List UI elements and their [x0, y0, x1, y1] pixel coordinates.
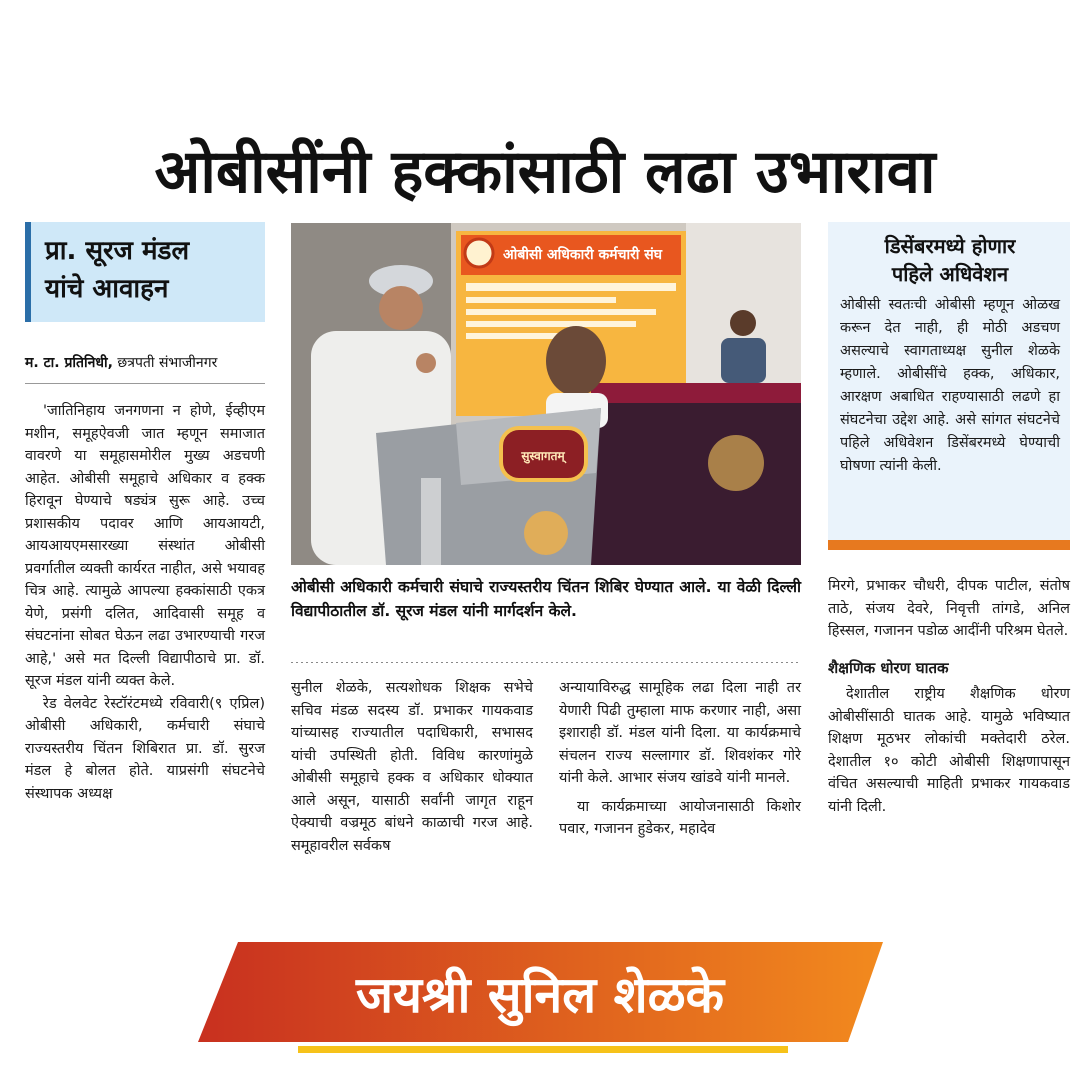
subhead-line-2: यांचे आवाहन [45, 274, 169, 304]
byline-reporter: म. टा. प्रतिनिधी, [25, 355, 113, 371]
sidebar-title-line-2: पहिले अधिवेशन [891, 262, 1009, 286]
subhead-box [25, 222, 265, 322]
article-column-3 [559, 677, 801, 841]
byline-city: छत्रपती संभाजीनगर [117, 355, 218, 371]
headline: ओबीसींनी हक्कांसाठी लढा उभारावा [154, 137, 936, 207]
banner-underline [298, 1046, 788, 1053]
sidebar-box [828, 222, 1070, 550]
column-4-continuation: मिरगे, प्रभाकर चौधरी, दीपक पाटील, संतोष ताठे, संजय देवरे, निवृत्ती तांगडे, अनिल हिस्सल, गजानन पडोळ आदींनी परिश्रम घेतले. [828, 578, 1070, 639]
podium-label: सुस्वागतम् [521, 449, 565, 463]
column-3-paragraph-1: अन्यायाविरुद्ध सामूहिक लढा दिला नाही तर येणारी पिढी तुम्हाला माफ करणार नाही, असा इशाराही डॉ. मंडल यांनी दिला. या कार्यक्रमाचे संचलन राज्य सल्लागार डॉ. शिवशंकर गोरे यांनी केले. आभार संजय खांडवे यांनी मानले. [559, 680, 801, 786]
name-banner-graphic [198, 938, 883, 1056]
photo-caption: ओबीसी अधिकारी कर्मचारी संघाचे राज्यस्तरीय चिंतन शिबिर घेण्यात आले. या वेळी दिल्ली विद्यापीठातील डॉ. सूरज मंडल यांनी मार्गदर्शन केले. [291, 578, 801, 620]
name-banner [198, 938, 883, 1056]
column-2-paragraph: सुनील शेळके, सत्यशोधक शिक्षक सभेचे सचिव मंडळ सदस्य डॉ. प्रभाकर गायकवाड यांच्यासह राज्यातील पदाधिकारी, सभासद यांची उपस्थिती होती. विविध कारणांमुळे ओबीसी समूहाचे हक्क व अधिकार धोक्यात आले असून, यासाठी सर्वांनी जागृत राहून ऐक्याची वज्रमूठ बांधने काळाची गरज आहे. समूहावरील सर्वकष [291, 680, 533, 854]
column-1-paragraph-1: 'जातिनिहाय जनगणना न होणे, ईव्हीएम मशीन, समूहऐवजी जात म्हणून समाजात वावरणे या समूहासमोरील मुख्य अडचणी आहेत. ओबीसी समूहाचे अधिकार व हक्क हिरावून घेण्याचे षड्यंत्र सुरू आहे. उच्च प्रशासकीय पदावर आणि आयआयटी, आयआयएमसारख्या संस्थांत ओबीसी प्रवर्गातील व्यक्ती कार्यरत नाहीत, असे भयावह चित्र आहे. त्यामुळे आपल्या हक्कांसाठी एकत्र येणे, प्रसंगी दलित, आदिवासी समूह व संघटनांना सोबत घेऊन लढा उभारण्याची गरज आहे,' असे मत दिल्ली विद्यापीठाचे प्रा. डॉ. सूरज मंडल यांनी व्यक्त केले. [25, 403, 265, 689]
sidebar-title [840, 232, 1060, 288]
byline [25, 352, 265, 374]
column-3-paragraph-2: या कार्यक्रमाच्या आयोजनासाठी किशोर पवार, गजानन हुडेकर, महादेव [559, 798, 801, 837]
sidebar-text: ओबीसी स्वतःची ओबीसी म्हणून ओळख करून देत नाही, ही मोठी अडचण असल्याचे स्वागताध्यक्ष सुनील शेळके म्हणाले. ओबीसींचे हक्क, अधिकार, आरक्षण अबाधित राहण्यासाठी लढणे हा संघटनेचा उद्देश आहे. असे सांगत संघटनेचे पहिले अधिवेशन डिसेंबरमध्ये घेण्याची घोषणा त्यांनी केली. [840, 297, 1060, 474]
caption-rule [291, 662, 801, 663]
column-1-paragraph-2: रेड वेलवेट रेस्टॉरंटमध्ये रविवारी(९ एप्रिल) ओबीसी अधिकारी, कर्मचारी संघाचे राज्यस्तरीय चिंतन शिबिरात प्रा. डॉ. सुरज मंडल हे बोलत होते. याप्रसंगी संघटनेचे संस्थापक अध्यक्ष [25, 695, 265, 802]
column-4-subheading: शैक्षणिक धोरण घातक [828, 658, 949, 677]
event-photo-illustration [291, 223, 801, 565]
event-photo [291, 223, 801, 565]
sidebar-title-line-1: डिसेंबरमध्ये होणार [884, 234, 1016, 258]
column-4-body: देशातील राष्ट्रीय शैक्षणिक धोरण ओबीसींसाठी घातक आहे. यामुळे भविष्यात शिक्षण मूठभर लोकांची मक्तेदारी ठरेल. देशातील १० कोटी ओबीसी शिक्षणापासून वंचित असल्याची माहिती प्रभाकर गायकवाड यांनी दिली. [828, 686, 1070, 815]
banner-name: जयश्री सुनिल शेळके [355, 966, 725, 1024]
subhead-line-1: प्रा. सूरज मंडल [45, 236, 190, 266]
byline-rule [25, 383, 265, 384]
article-column-2 [291, 677, 533, 857]
article-column-1 [25, 400, 265, 805]
photo-banner-title: ओबीसी अधिकारी कर्मचारी संघ [503, 247, 663, 263]
article-column-4 [828, 575, 1070, 818]
